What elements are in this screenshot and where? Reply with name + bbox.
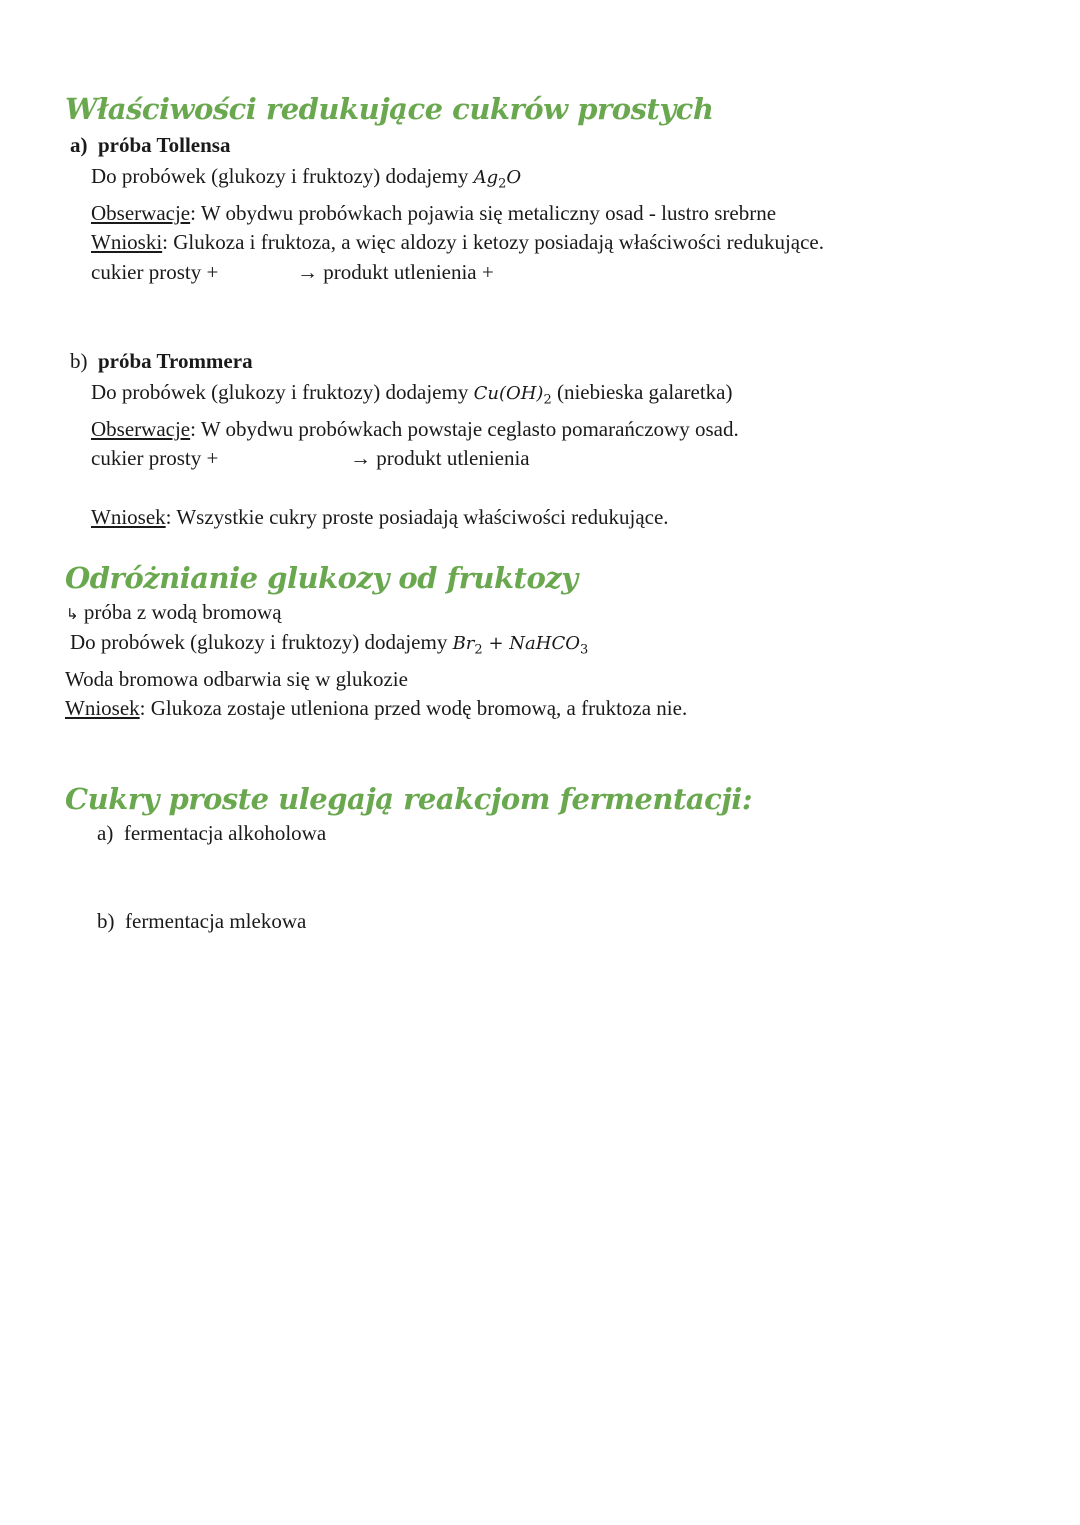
reagent-note: (niebieska galaretka): [556, 380, 733, 404]
concl-text: : Glukoza zostaje utleniona przed wodę bromową, a fruktoza nie.: [139, 696, 688, 720]
tollens-conclusions: [91, 230, 824, 255]
fermentation-item: [97, 821, 326, 846]
heading-reducing-properties: Właściwości redukujące cukrów prostych: [65, 92, 714, 126]
trommer-conclusion: [91, 505, 669, 530]
obs-text: : W obydwu probówkach powstaje ceglasto pomarańczowy osad.: [190, 417, 739, 441]
trommer-observations: [91, 417, 739, 442]
tollens-text: Do probówek (glukozy i fruktozy) dodajemy: [91, 164, 469, 188]
list-marker: b): [70, 349, 88, 373]
trommer-equation-right: → produkt utlenienia: [350, 446, 530, 470]
list-marker: b): [97, 909, 115, 933]
concl-text: : Glukoza i fruktoza, a więc aldozy i ketozy posiadają właściwości redukujące.: [162, 230, 824, 254]
formula-cuoh2: $Cu(OH)_2$: [473, 383, 552, 408]
bromine-observation: Woda bromowa odbarwia się w glukozie: [65, 667, 408, 691]
tollens-equation-right: → produkt utlenienia +: [297, 260, 494, 284]
concl-label: Wniosek: [91, 505, 166, 529]
tollens-observations: [91, 201, 776, 226]
trommer-title: próba Trommera: [98, 349, 253, 373]
bromine-text: Do probówek (glukozy i fruktozy) dodajemy: [70, 630, 448, 654]
heading-fermentation: Cukry proste ulegają reakcjom fermentacji:: [65, 782, 753, 816]
arrow-icon: ↳: [66, 607, 79, 623]
concl-text: : Wszystkie cukry proste posiadają właściwości redukujące.: [165, 505, 669, 529]
tollens-title: próba Tollensa: [98, 133, 231, 157]
bromine-conclusion: [65, 696, 687, 721]
bromine-test-label: próba z wodą bromową: [83, 600, 282, 624]
obs-label: Obserwacje: [91, 417, 191, 441]
formula-br2-nahco3: $Br_2$ + NaHCO$_3$: [452, 633, 589, 658]
trommer-line: [91, 380, 732, 408]
list-item-label: fermentacja alkoholowa: [123, 821, 327, 845]
trommer-text: Do probówek (glukozy i fruktozy) dodajemy: [91, 380, 469, 404]
list-marker: a): [97, 821, 114, 845]
concl-label: Wnioski: [91, 230, 163, 254]
bromine-test: [66, 600, 282, 625]
formula-ag2o: $Ag_2O$: [473, 167, 522, 192]
bromine-line: [70, 630, 588, 658]
list-item-label: fermentacja mlekowa: [125, 909, 307, 933]
trommer-heading: [70, 349, 253, 374]
obs-label: Obserwacje: [91, 201, 191, 225]
tollens-heading: [70, 133, 230, 158]
fermentation-item: [97, 909, 306, 934]
tollens-equation-left: cukier prosty +: [91, 260, 219, 284]
concl-label: Wniosek: [65, 696, 140, 720]
heading-glucose-vs-fructose: Odróżnianie glukozy od fruktozy: [65, 561, 578, 595]
obs-text: : W obydwu probówkach pojawia się metaliczny osad - lustro srebrne: [190, 201, 777, 225]
trommer-equation-left: cukier prosty +: [91, 446, 219, 470]
tollens-line: [91, 164, 521, 192]
list-marker: a): [70, 133, 88, 157]
